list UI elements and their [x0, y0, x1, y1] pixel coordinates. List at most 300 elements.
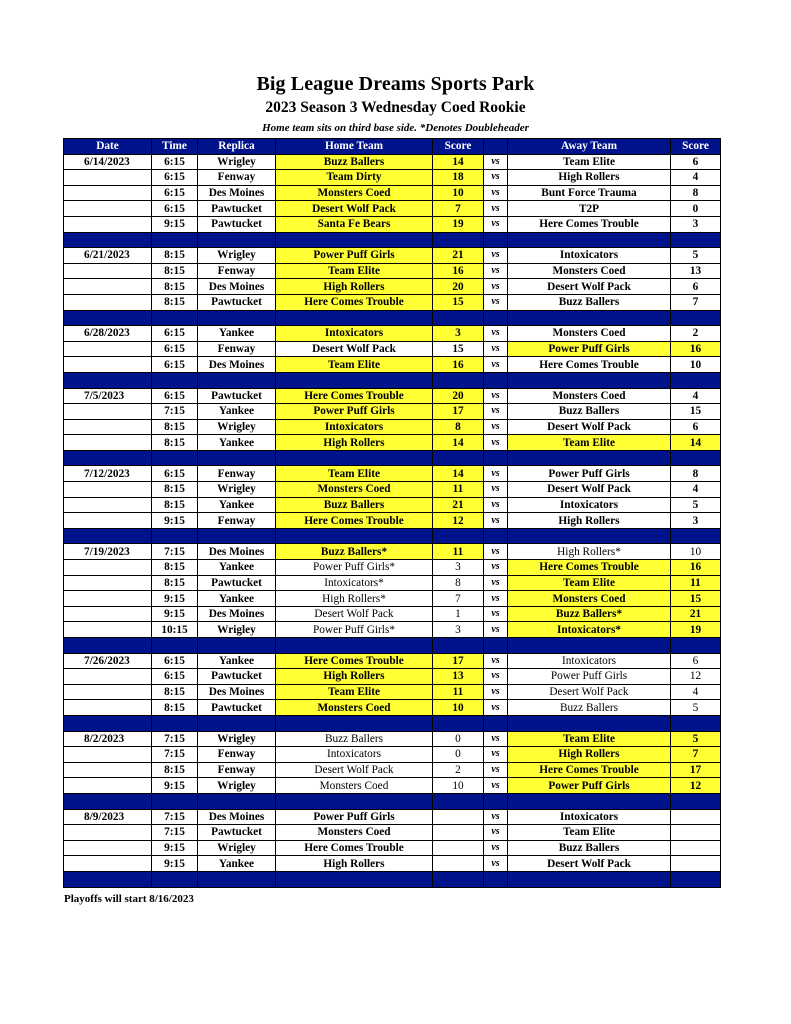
away-score-cell: 10: [671, 357, 721, 373]
away-score-cell: [671, 840, 721, 856]
separator-cell: [484, 638, 508, 654]
separator-cell: [152, 310, 198, 326]
time-cell: 9:15: [152, 778, 198, 794]
date-cell: [64, 497, 152, 513]
week-separator: [64, 528, 721, 544]
replica-cell: Des Moines: [198, 185, 276, 201]
vs-cell: vs: [484, 419, 508, 435]
home-score-cell: 21: [433, 497, 484, 513]
separator-cell: [198, 232, 276, 248]
time-cell: 6:15: [152, 388, 198, 404]
vs-cell: vs: [484, 591, 508, 607]
away-score-cell: 0: [671, 201, 721, 217]
page-title: Big League Dreams Sports Park: [256, 73, 535, 95]
vs-cell: vs: [484, 326, 508, 342]
separator-cell: [198, 715, 276, 731]
time-cell: 8:15: [152, 248, 198, 264]
separator-cell: [671, 450, 721, 466]
separator-cell: [671, 638, 721, 654]
doubleheader-note: Home team sits on third base side. *Denotes Doubleheader: [262, 122, 529, 134]
away-team-cell: Intoxicators: [508, 653, 671, 669]
table-row: [64, 341, 721, 357]
date-cell: [64, 170, 152, 186]
away-score-cell: 16: [671, 560, 721, 576]
home-team-cell: Power Puff Girls*: [276, 560, 433, 576]
away-team-cell: Intoxicators*: [508, 622, 671, 638]
date-cell: [64, 591, 152, 607]
replica-cell: Wrigley: [198, 154, 276, 170]
table-row: [64, 404, 721, 420]
away-score-cell: 4: [671, 684, 721, 700]
separator-cell: [508, 232, 671, 248]
vs-cell: vs: [484, 700, 508, 716]
date-cell: [64, 606, 152, 622]
away-team-cell: Monsters Coed: [508, 326, 671, 342]
time-cell: 10:15: [152, 622, 198, 638]
away-team-cell: Power Puff Girls: [508, 778, 671, 794]
home-team-cell: Buzz Ballers: [276, 497, 433, 513]
replica-cell: Yankee: [198, 326, 276, 342]
home-team-cell: Here Comes Trouble: [276, 294, 433, 310]
away-score-cell: 19: [671, 622, 721, 638]
table-row: [64, 747, 721, 763]
vs-cell: vs: [484, 575, 508, 591]
table-row: [64, 482, 721, 498]
separator-cell: [484, 372, 508, 388]
separator-cell: [64, 450, 152, 466]
vs-cell: vs: [484, 762, 508, 778]
replica-cell: Des Moines: [198, 684, 276, 700]
replica-cell: Fenway: [198, 170, 276, 186]
date-cell: [64, 840, 152, 856]
home-team-cell: High Rollers: [276, 435, 433, 451]
home-team-cell: High Rollers*: [276, 591, 433, 607]
separator-cell: [198, 793, 276, 809]
away-score-cell: 7: [671, 294, 721, 310]
date-cell: 6/21/2023: [64, 248, 152, 264]
date-cell: [64, 185, 152, 201]
home-team-cell: Desert Wolf Pack: [276, 762, 433, 778]
separator-cell: [433, 715, 484, 731]
time-cell: 6:15: [152, 653, 198, 669]
vs-cell: vs: [484, 388, 508, 404]
date-cell: [64, 825, 152, 841]
replica-cell: Fenway: [198, 513, 276, 529]
vs-cell: vs: [484, 669, 508, 685]
separator-cell: [64, 715, 152, 731]
table-row: [64, 248, 721, 264]
table-row: [64, 825, 721, 841]
home-score-cell: 0: [433, 747, 484, 763]
home-team-cell: High Rollers: [276, 856, 433, 872]
replica-cell: Pawtucket: [198, 825, 276, 841]
home-team-cell: Desert Wolf Pack: [276, 341, 433, 357]
time-cell: 8:15: [152, 575, 198, 591]
date-cell: [64, 575, 152, 591]
vs-cell: vs: [484, 466, 508, 482]
table-row: [64, 731, 721, 747]
date-cell: 8/9/2023: [64, 809, 152, 825]
away-team-cell: Here Comes Trouble: [508, 762, 671, 778]
away-team-cell: Team Elite: [508, 154, 671, 170]
home-score-cell: 20: [433, 279, 484, 295]
separator-cell: [433, 372, 484, 388]
separator-cell: [152, 638, 198, 654]
away-score-cell: 8: [671, 185, 721, 201]
home-team-cell: Monsters Coed: [276, 185, 433, 201]
week-separator: [64, 310, 721, 326]
separator-cell: [484, 528, 508, 544]
date-cell: [64, 482, 152, 498]
separator-cell: [484, 871, 508, 887]
home-team-cell: Buzz Ballers*: [276, 544, 433, 560]
time-cell: 9:15: [152, 840, 198, 856]
away-team-cell: Here Comes Trouble: [508, 560, 671, 576]
replica-cell: Des Moines: [198, 544, 276, 560]
date-cell: [64, 747, 152, 763]
home-score-cell: 13: [433, 669, 484, 685]
replica-cell: Yankee: [198, 653, 276, 669]
date-cell: 6/28/2023: [64, 326, 152, 342]
home-score-cell: [433, 809, 484, 825]
separator-cell: [671, 372, 721, 388]
away-score-cell: 3: [671, 513, 721, 529]
col-header-date: Date: [64, 139, 152, 155]
vs-cell: vs: [484, 856, 508, 872]
time-cell: 8:15: [152, 560, 198, 576]
away-score-cell: 10: [671, 544, 721, 560]
separator-cell: [508, 793, 671, 809]
away-score-cell: 6: [671, 279, 721, 295]
home-team-cell: Team Elite: [276, 466, 433, 482]
home-score-cell: 3: [433, 622, 484, 638]
time-cell: 6:15: [152, 201, 198, 217]
separator-cell: [671, 871, 721, 887]
replica-cell: Des Moines: [198, 606, 276, 622]
home-team-cell: High Rollers: [276, 669, 433, 685]
replica-cell: Des Moines: [198, 357, 276, 373]
time-cell: 6:15: [152, 466, 198, 482]
separator-cell: [152, 372, 198, 388]
table-row: [64, 154, 721, 170]
home-team-cell: Team Elite: [276, 263, 433, 279]
date-cell: [64, 357, 152, 373]
separator-cell: [508, 638, 671, 654]
home-score-cell: 7: [433, 201, 484, 217]
replica-cell: Pawtucket: [198, 216, 276, 232]
home-team-cell: Santa Fe Bears: [276, 216, 433, 232]
separator-cell: [671, 232, 721, 248]
separator-cell: [484, 793, 508, 809]
separator-cell: [484, 715, 508, 731]
home-score-cell: [433, 825, 484, 841]
table-row: [64, 466, 721, 482]
vs-cell: vs: [484, 513, 508, 529]
vs-cell: vs: [484, 825, 508, 841]
replica-cell: Wrigley: [198, 731, 276, 747]
replica-cell: Yankee: [198, 591, 276, 607]
separator-cell: [671, 715, 721, 731]
time-cell: 6:15: [152, 341, 198, 357]
home-score-cell: 20: [433, 388, 484, 404]
away-score-cell: 14: [671, 435, 721, 451]
separator-cell: [276, 528, 433, 544]
away-score-cell: 12: [671, 778, 721, 794]
table-row: [64, 762, 721, 778]
vs-cell: vs: [484, 544, 508, 560]
separator-cell: [484, 450, 508, 466]
vs-cell: vs: [484, 357, 508, 373]
home-team-cell: Team Dirty: [276, 170, 433, 186]
away-team-cell: Power Puff Girls: [508, 341, 671, 357]
replica-cell: Yankee: [198, 497, 276, 513]
table-row: [64, 170, 721, 186]
away-team-cell: Desert Wolf Pack: [508, 279, 671, 295]
separator-cell: [64, 793, 152, 809]
replica-cell: Wrigley: [198, 419, 276, 435]
home-score-cell: 17: [433, 404, 484, 420]
home-score-cell: 8: [433, 419, 484, 435]
home-team-cell: Here Comes Trouble: [276, 388, 433, 404]
replica-cell: Fenway: [198, 341, 276, 357]
separator-cell: [64, 310, 152, 326]
separator-cell: [64, 372, 152, 388]
date-cell: 7/12/2023: [64, 466, 152, 482]
away-team-cell: Buzz Ballers*: [508, 606, 671, 622]
home-score-cell: 10: [433, 185, 484, 201]
time-cell: 8:15: [152, 279, 198, 295]
home-score-cell: 2: [433, 762, 484, 778]
week-separator: [64, 450, 721, 466]
vs-cell: vs: [484, 216, 508, 232]
away-score-cell: 3: [671, 216, 721, 232]
away-team-cell: Team Elite: [508, 575, 671, 591]
replica-cell: Pawtucket: [198, 669, 276, 685]
home-score-cell: 11: [433, 684, 484, 700]
replica-cell: Wrigley: [198, 840, 276, 856]
separator-cell: [508, 310, 671, 326]
separator-cell: [198, 638, 276, 654]
away-team-cell: Buzz Ballers: [508, 840, 671, 856]
vs-cell: vs: [484, 248, 508, 264]
replica-cell: Yankee: [198, 560, 276, 576]
home-score-cell: 12: [433, 513, 484, 529]
home-team-cell: Intoxicators*: [276, 575, 433, 591]
away-team-cell: Team Elite: [508, 731, 671, 747]
away-team-cell: Team Elite: [508, 435, 671, 451]
table-row: [64, 419, 721, 435]
away-team-cell: Power Puff Girls: [508, 669, 671, 685]
away-score-cell: 6: [671, 653, 721, 669]
time-cell: 8:15: [152, 497, 198, 513]
away-team-cell: High Rollers*: [508, 544, 671, 560]
replica-cell: Yankee: [198, 856, 276, 872]
vs-cell: vs: [484, 840, 508, 856]
separator-cell: [152, 528, 198, 544]
table-row: [64, 279, 721, 295]
time-cell: 9:15: [152, 216, 198, 232]
away-team-cell: Intoxicators: [508, 497, 671, 513]
separator-cell: [152, 871, 198, 887]
away-team-cell: Intoxicators: [508, 809, 671, 825]
away-team-cell: Buzz Ballers: [508, 404, 671, 420]
home-team-cell: Here Comes Trouble: [276, 653, 433, 669]
time-cell: 7:15: [152, 825, 198, 841]
away-score-cell: 17: [671, 762, 721, 778]
separator-cell: [276, 793, 433, 809]
vs-cell: vs: [484, 778, 508, 794]
separator-cell: [198, 871, 276, 887]
away-team-cell: Monsters Coed: [508, 388, 671, 404]
replica-cell: Yankee: [198, 435, 276, 451]
replica-cell: Fenway: [198, 747, 276, 763]
separator-cell: [198, 528, 276, 544]
separator-cell: [152, 793, 198, 809]
separator-cell: [152, 232, 198, 248]
week-separator: [64, 638, 721, 654]
home-team-cell: Team Elite: [276, 684, 433, 700]
vs-cell: vs: [484, 263, 508, 279]
date-cell: 8/2/2023: [64, 731, 152, 747]
table-row: [64, 700, 721, 716]
date-cell: [64, 762, 152, 778]
home-score-cell: 7: [433, 591, 484, 607]
time-cell: 6:15: [152, 357, 198, 373]
time-cell: 9:15: [152, 856, 198, 872]
home-team-cell: High Rollers: [276, 279, 433, 295]
home-team-cell: Intoxicators: [276, 747, 433, 763]
separator-cell: [433, 528, 484, 544]
vs-cell: vs: [484, 170, 508, 186]
table-row: [64, 216, 721, 232]
home-score-cell: 14: [433, 435, 484, 451]
home-team-cell: Here Comes Trouble: [276, 840, 433, 856]
table-row: [64, 185, 721, 201]
date-cell: [64, 669, 152, 685]
date-cell: [64, 700, 152, 716]
away-team-cell: T2P: [508, 201, 671, 217]
separator-cell: [484, 232, 508, 248]
separator-cell: [152, 450, 198, 466]
table-row: [64, 326, 721, 342]
home-score-cell: 11: [433, 544, 484, 560]
vs-cell: vs: [484, 279, 508, 295]
vs-cell: vs: [484, 606, 508, 622]
playoffs-note: Playoffs will start 8/16/2023: [64, 893, 194, 905]
date-cell: [64, 856, 152, 872]
date-cell: [64, 684, 152, 700]
away-score-cell: [671, 856, 721, 872]
table-row: [64, 435, 721, 451]
separator-cell: [276, 372, 433, 388]
replica-cell: Pawtucket: [198, 700, 276, 716]
home-score-cell: 1: [433, 606, 484, 622]
away-team-cell: Buzz Ballers: [508, 294, 671, 310]
separator-cell: [671, 793, 721, 809]
separator-cell: [508, 528, 671, 544]
col-header-away-team: Away Team: [508, 139, 671, 155]
col-header-away-score: Score: [671, 139, 721, 155]
replica-cell: Wrigley: [198, 482, 276, 498]
time-cell: 7:15: [152, 544, 198, 560]
separator-cell: [198, 372, 276, 388]
home-team-cell: Desert Wolf Pack: [276, 201, 433, 217]
home-score-cell: 3: [433, 326, 484, 342]
week-separator: [64, 232, 721, 248]
home-score-cell: 16: [433, 357, 484, 373]
away-team-cell: Bunt Force Trauma: [508, 185, 671, 201]
table-row: [64, 575, 721, 591]
away-team-cell: Desert Wolf Pack: [508, 684, 671, 700]
away-score-cell: 6: [671, 419, 721, 435]
replica-cell: Wrigley: [198, 622, 276, 638]
vs-cell: vs: [484, 201, 508, 217]
home-score-cell: 10: [433, 778, 484, 794]
vs-cell: vs: [484, 497, 508, 513]
away-team-cell: High Rollers: [508, 170, 671, 186]
away-score-cell: 5: [671, 700, 721, 716]
home-team-cell: Desert Wolf Pack: [276, 606, 433, 622]
home-score-cell: 16: [433, 263, 484, 279]
home-team-cell: Buzz Ballers: [276, 731, 433, 747]
vs-cell: vs: [484, 653, 508, 669]
home-score-cell: 21: [433, 248, 484, 264]
away-team-cell: Here Comes Trouble: [508, 216, 671, 232]
date-cell: [64, 201, 152, 217]
date-cell: [64, 341, 152, 357]
away-score-cell: 5: [671, 248, 721, 264]
separator-cell: [198, 450, 276, 466]
time-cell: 9:15: [152, 591, 198, 607]
time-cell: 8:15: [152, 294, 198, 310]
vs-cell: vs: [484, 185, 508, 201]
separator-cell: [433, 638, 484, 654]
away-score-cell: 6: [671, 154, 721, 170]
home-score-cell: 17: [433, 653, 484, 669]
home-score-cell: 10: [433, 700, 484, 716]
separator-cell: [64, 638, 152, 654]
date-cell: [64, 294, 152, 310]
table-row: [64, 809, 721, 825]
date-cell: [64, 279, 152, 295]
vs-cell: vs: [484, 731, 508, 747]
time-cell: 6:15: [152, 669, 198, 685]
separator-cell: [276, 871, 433, 887]
week-separator: [64, 715, 721, 731]
home-score-cell: 18: [433, 170, 484, 186]
separator-cell: [276, 638, 433, 654]
separator-cell: [276, 310, 433, 326]
home-team-cell: Monsters Coed: [276, 482, 433, 498]
date-cell: [64, 778, 152, 794]
time-cell: 6:15: [152, 185, 198, 201]
home-team-cell: Power Puff Girls*: [276, 622, 433, 638]
separator-cell: [152, 715, 198, 731]
away-score-cell: 21: [671, 606, 721, 622]
replica-cell: Yankee: [198, 404, 276, 420]
page-subtitle: 2023 Season 3 Wednesday Coed Rookie: [265, 99, 526, 116]
table-row: [64, 684, 721, 700]
home-team-cell: Here Comes Trouble: [276, 513, 433, 529]
home-team-cell: Monsters Coed: [276, 700, 433, 716]
time-cell: 9:15: [152, 513, 198, 529]
vs-cell: vs: [484, 622, 508, 638]
date-cell: [64, 435, 152, 451]
time-cell: 8:15: [152, 684, 198, 700]
separator-cell: [484, 310, 508, 326]
date-cell: [64, 263, 152, 279]
date-cell: 7/5/2023: [64, 388, 152, 404]
